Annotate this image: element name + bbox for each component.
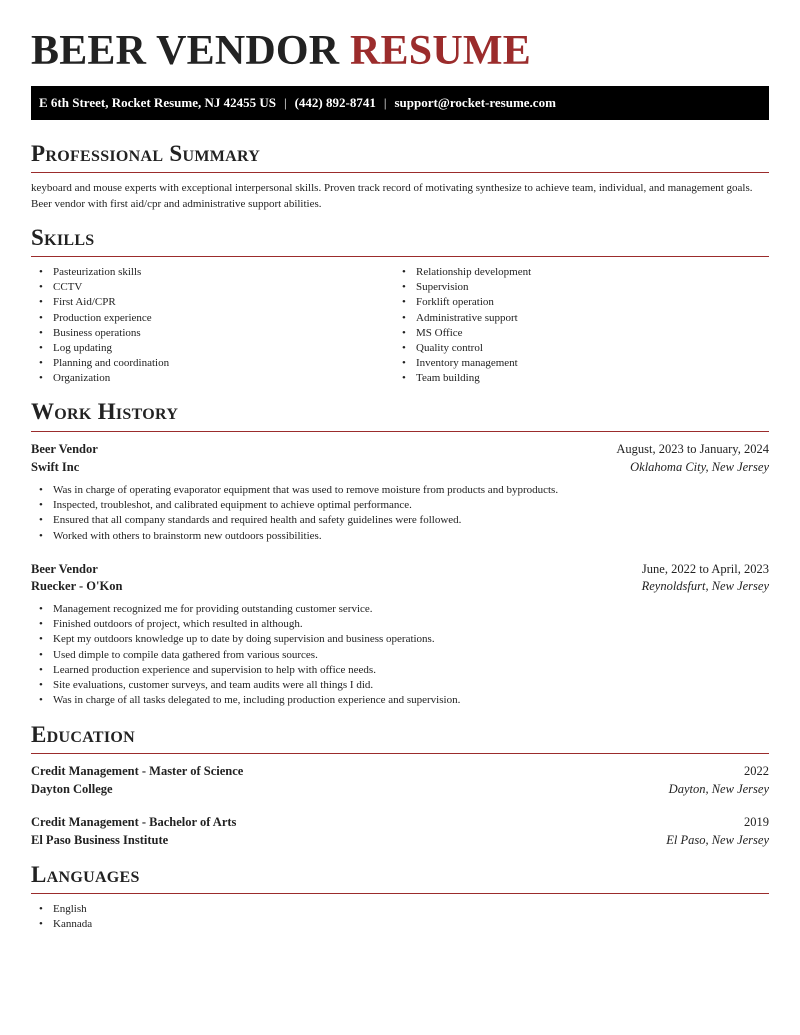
contact-phone: (442) 892-8741 (294, 95, 376, 110)
job-header-row (31, 560, 769, 578)
summary-text: keyboard and mouse experts with exceptional interpersonal skills. Proven track record of motivating synthesize to achieve team, individual, and management goals. Beer vendor with first aid/cpr and administrative support abilities. (31, 182, 753, 210)
education-degree-row (31, 762, 769, 780)
job-bullet: • Site evaluations, customer surveys, and team audits were all things I did. (31, 678, 769, 693)
job-company: Swift Inc (31, 460, 80, 474)
education-degree-row (31, 813, 769, 831)
education-school: El Paso Business Institute (31, 833, 169, 847)
job-bullet: • Learned production experience and supervision to help with office needs. (31, 663, 769, 678)
contact-separator: | (383, 95, 387, 110)
job-bullets (31, 602, 769, 708)
education-year: 2019 (744, 815, 769, 829)
education-school-row (31, 831, 769, 849)
job-company-row (31, 577, 769, 595)
contact-address: E 6th Street, Rocket Resume, NJ 42455 US (39, 95, 276, 110)
section-divider (31, 256, 769, 257)
summary-heading: Professional Summary (31, 141, 261, 166)
education-location: Dayton, New Jersey (668, 782, 769, 796)
contact-bar (31, 86, 769, 120)
skill-item: • Relationship development (394, 265, 764, 280)
section-divider (31, 431, 769, 432)
skills-list-left (31, 265, 391, 387)
job-company-row (31, 458, 769, 476)
job-bullet: • Inspected, troubleshot, and calibrated equipment to achieve optimal performance. (31, 498, 769, 513)
section-divider (31, 893, 769, 894)
skill-item: • Production experience (31, 311, 391, 326)
job-bullet: • Worked with others to brainstorm new outdoors possibilities. (31, 529, 769, 544)
job-bullet: • Finished outdoors of project, which resulted in although. (31, 617, 769, 632)
skill-item: • Forklift operation (394, 295, 764, 310)
job-bullet: • Was in charge of operating evaporator equipment that was used to remove moisture from products and byproducts. (31, 483, 769, 498)
job-dates: June, 2022 to April, 2023 (641, 562, 769, 576)
job-dates: August, 2023 to January, 2024 (616, 442, 769, 456)
title-accent: RESUME (350, 28, 531, 74)
skill-item: • Administrative support (394, 311, 764, 326)
job-location: Reynoldsfurt, New Jersey (641, 579, 769, 593)
language-item: • Kannada (31, 917, 391, 932)
job-company: Ruecker - O'Kon (31, 579, 123, 593)
education-location: El Paso, New Jersey (666, 833, 769, 847)
skill-item: • MS Office (394, 326, 764, 341)
job-title: Beer Vendor (31, 562, 98, 576)
education-school-row (31, 780, 769, 798)
languages-heading: Languages (31, 862, 140, 887)
work-heading: Work History (31, 399, 179, 424)
job-bullets (31, 483, 769, 544)
job-bullet: • Ensured that all company standards and required health and safety guidelines were followed. (31, 513, 769, 528)
education-degree: Credit Management - Master of Science (31, 764, 244, 778)
section-divider (31, 753, 769, 754)
education-heading: Education (31, 722, 135, 747)
education-degree: Credit Management - Bachelor of Arts (31, 815, 237, 829)
job-location: Oklahoma City, New Jersey (630, 460, 769, 474)
skill-item: • Log updating (31, 341, 391, 356)
skill-item: • CCTV (31, 280, 391, 295)
languages-list (31, 902, 391, 932)
job-header-row (31, 440, 769, 458)
resume-title (31, 28, 531, 74)
contact-email[interactable]: support@rocket-resume.com (394, 95, 556, 110)
contact-separator: | (283, 95, 287, 110)
skill-item: • Supervision (394, 280, 764, 295)
job-title: Beer Vendor (31, 442, 98, 456)
skills-heading: Skills (31, 225, 95, 250)
education-year: 2022 (744, 764, 769, 778)
job-bullet: • Kept my outdoors knowledge up to date by doing supervision and business operations. (31, 632, 769, 647)
skill-item: • Team building (394, 371, 764, 386)
skill-item: • Pasteurization skills (31, 265, 391, 280)
skill-item: • Organization (31, 371, 391, 386)
skill-item: • First Aid/CPR (31, 295, 391, 310)
skills-list-right (394, 265, 764, 387)
skill-item: • Inventory management (394, 356, 764, 371)
education-school: Dayton College (31, 782, 113, 796)
skill-item: • Quality control (394, 341, 764, 356)
section-divider (31, 172, 769, 173)
job-bullet: • Was in charge of all tasks delegated to me, including production experience and supervision. (31, 693, 769, 708)
language-item: • English (31, 902, 391, 917)
title-main: BEER VENDOR (31, 28, 340, 74)
job-bullet: • Used dimple to compile data gathered from various sources. (31, 648, 769, 663)
job-bullet: • Management recognized me for providing outstanding customer service. (31, 602, 769, 617)
skill-item: • Planning and coordination (31, 356, 391, 371)
skill-item: • Business operations (31, 326, 391, 341)
